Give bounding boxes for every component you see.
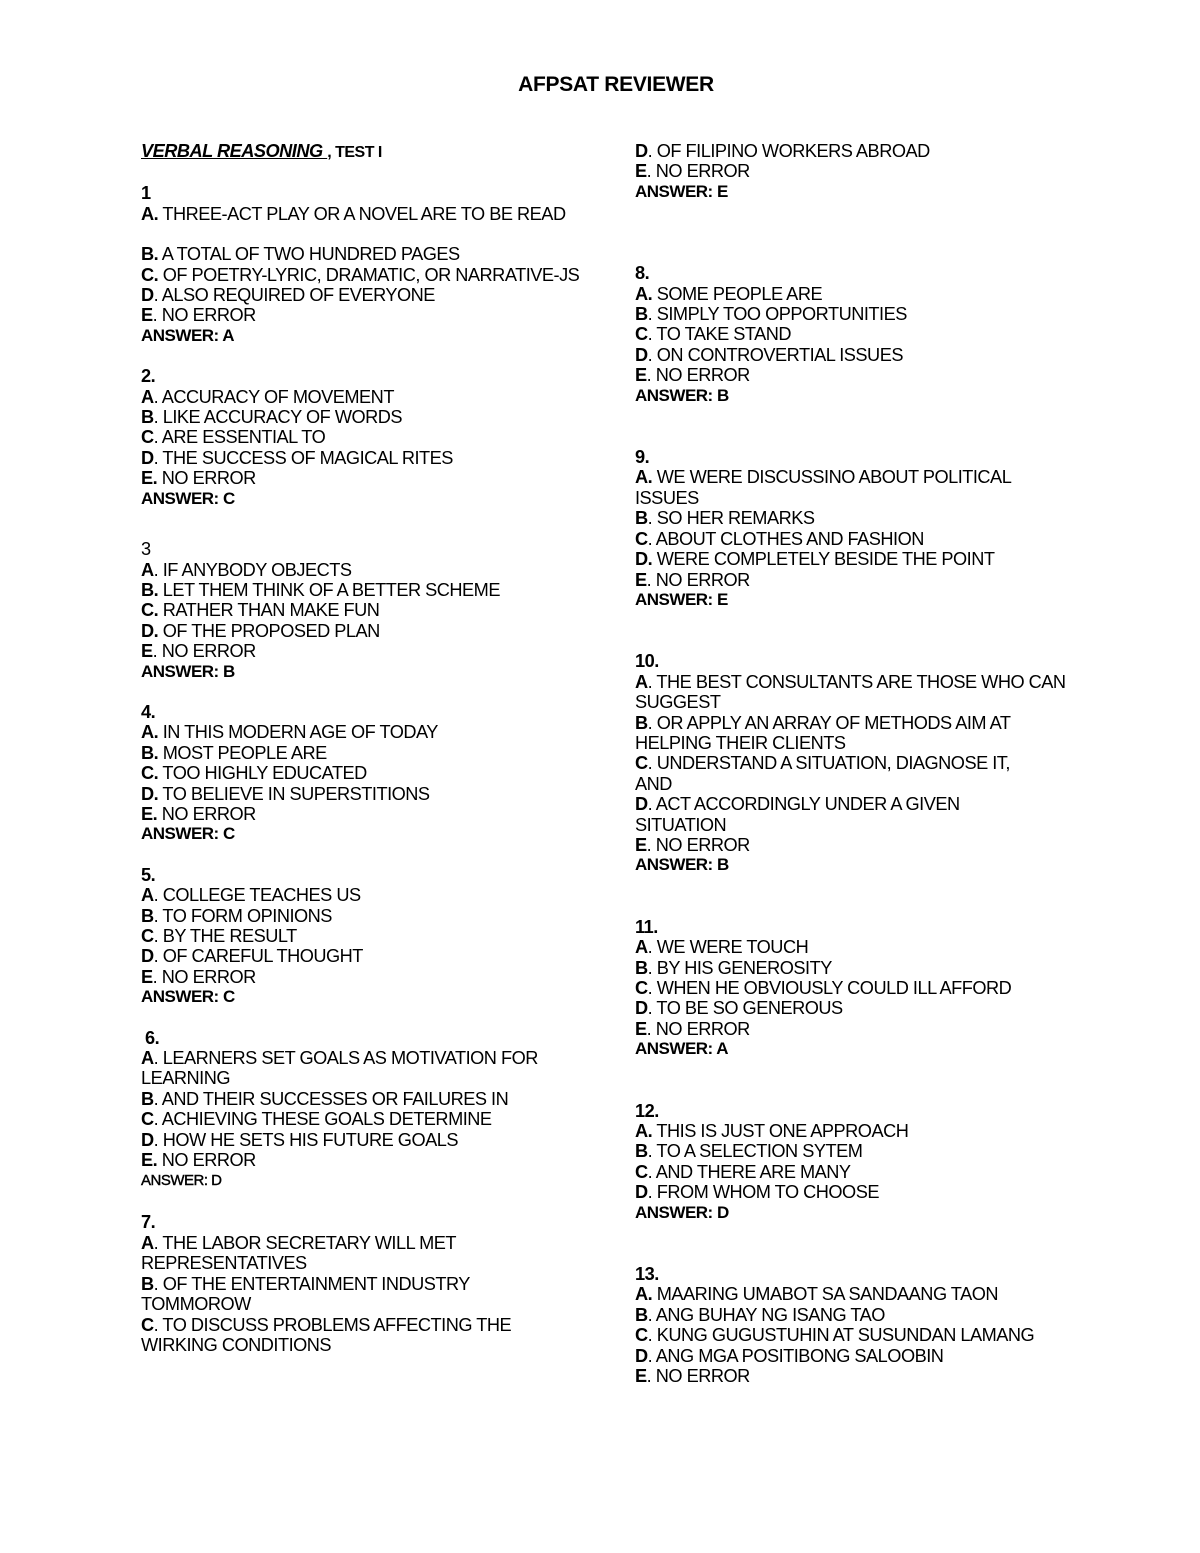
option-c: C. AND THERE ARE MANY: [635, 1161, 851, 1182]
question-8: [635, 263, 1075, 406]
option-d: D. OF CAREFUL THOUGHT: [141, 946, 363, 967]
option-e: E. NO ERROR: [141, 468, 256, 489]
option-a: A. LEARNERS SET GOALS AS MOTIVATION FOR LEARNING: [141, 1048, 538, 1089]
left-column: [141, 141, 581, 1375]
answer: ANSWER: B: [635, 385, 729, 405]
option-c: C. KUNG GUGUSTUHIN AT SUSUNDAN LAMANG: [635, 1325, 1035, 1346]
option-b: B. BY HIS GENEROSITY: [635, 957, 832, 978]
option-d: D. WERE COMPLETELY BESIDE THE POINT: [635, 549, 995, 570]
option-b: B. SO HER REMARKS: [635, 508, 815, 529]
question-number: 2.: [141, 366, 156, 387]
option-a: A. ACCURACY OF MOVEMENT: [141, 386, 394, 407]
option-e: E. NO ERROR: [635, 161, 750, 182]
option-a: A. THIS IS JUST ONE APPROACH: [635, 1121, 909, 1142]
option-b: B. ANG BUHAY NG ISANG TAO: [635, 1304, 885, 1325]
question-12: [635, 1101, 1075, 1223]
answer: ANSWER: A: [635, 1039, 729, 1059]
option-e: E. NO ERROR: [635, 569, 750, 590]
page-title: AFPSAT REVIEWER: [518, 73, 714, 96]
option-c: C. UNDERSTAND A SITUATION, DIAGNOSE IT, AND: [635, 753, 1010, 794]
option-c: C. WHEN HE OBVIOUSLY COULD ILL AFFORD: [635, 978, 1012, 998]
question-number: 11.: [635, 916, 658, 937]
option-b: B. LET THEM THINK OF A BETTER SCHEME: [141, 579, 500, 600]
option-d: D. ON CONTROVERTIAL ISSUES: [635, 344, 903, 365]
answer: ANSWER: C: [141, 824, 235, 844]
question-6: [141, 1028, 581, 1193]
option-d: D. OF FILIPINO WORKERS ABROAD: [635, 141, 930, 161]
option-c: C. TO TAKE STAND: [635, 324, 792, 345]
answer: ANSWER: E: [635, 181, 728, 201]
option-b: B. MOST PEOPLE ARE: [141, 742, 327, 763]
option-a: A. COLLEGE TEACHES US: [141, 885, 361, 906]
answer: ANSWER: A: [141, 325, 235, 345]
question-1: [141, 183, 581, 346]
option-a: A. IN THIS MODERN AGE OF TODAY: [141, 722, 438, 743]
option-a: A. SOME PEOPLE ARE: [635, 283, 823, 304]
question-7-continued: [635, 141, 1075, 202]
question-number: 9.: [635, 447, 650, 468]
option-a: A. MAARING UMABOT SA SANDAANG TAON: [635, 1284, 998, 1305]
option-e: E. NO ERROR: [635, 834, 750, 855]
option-a: A. THE LABOR SECRETARY WILL MET REPRESENTATIVES: [141, 1232, 456, 1274]
option-e: E. NO ERROR: [141, 966, 256, 987]
option-c: C. TOO HIGHLY EDUCATED: [141, 763, 367, 784]
option-b: B. SIMPLY TOO OPPORTUNITIES: [635, 304, 907, 325]
option-d: D. HOW HE SETS HIS FUTURE GOALS: [141, 1129, 458, 1150]
option-c: C. ABOUT CLOTHES AND FASHION: [635, 528, 924, 549]
question-number: 12.: [635, 1100, 659, 1121]
option-b: B. TO A SELECTION SYTEM: [635, 1141, 863, 1162]
answer: ANSWER: D: [635, 1202, 729, 1222]
option-c: C. BY THE RESULT: [141, 926, 297, 946]
answer: ANSWER: B: [635, 855, 729, 875]
option-b: B. A TOTAL OF TWO HUNDRED PAGES: [141, 244, 460, 265]
question-2: [141, 366, 581, 509]
option-c: C. ACHIEVING THESE GOALS DETERMINE: [141, 1109, 492, 1130]
question-3: [141, 539, 581, 682]
option-a: A. THE BEST CONSULTANTS ARE THOSE WHO CAN SUGGEST: [635, 671, 1066, 713]
option-d: D. THE SUCCESS OF MAGICAL RITES: [141, 447, 453, 468]
option-a: A. IF ANYBODY OBJECTS: [141, 559, 352, 580]
question-4: [141, 702, 581, 845]
option-b: B. OR APPLY AN ARRAY OF METHODS AIM AT HELPING THEIR CLIENTS: [635, 712, 1011, 753]
option-d: D. OF THE PROPOSED PLAN: [141, 620, 380, 641]
option-b: B. OF THE ENTERTAINMENT INDUSTRY TOMMOROW: [141, 1273, 470, 1315]
section-heading: VERBAL REASONING , TEST I: [141, 141, 382, 161]
question-7: [141, 1212, 581, 1355]
question-5: [141, 865, 581, 1008]
question-number: 7.: [141, 1212, 156, 1233]
question-number: 10.: [635, 651, 659, 672]
option-d: D. ACT ACCORDINGLY UNDER A GIVEN SITUATION: [635, 794, 960, 835]
option-e: E. NO ERROR: [141, 803, 256, 824]
option-e: E. NO ERROR: [635, 1366, 750, 1387]
option-e: E. NO ERROR: [141, 305, 256, 326]
option-d: D. TO BE SO GENEROUS: [635, 998, 843, 1019]
answer: ANSWER: C: [141, 488, 235, 508]
option-b: B. TO FORM OPINIONS: [141, 905, 332, 926]
question-number: 3: [141, 539, 151, 560]
answer: ANSWER: D: [141, 1172, 222, 1190]
option-d: D. ALSO REQUIRED OF EVERYONE: [141, 285, 435, 306]
option-c: C. ARE ESSENTIAL TO: [141, 427, 326, 448]
option-c: C. TO DISCUSS PROBLEMS AFFECTING THE WIRKING CONDITIONS: [141, 1314, 512, 1355]
question-number: 1: [141, 183, 151, 204]
question-9: [635, 447, 1075, 610]
right-column: [635, 141, 1075, 1407]
option-e: E. NO ERROR: [141, 641, 256, 662]
question-11: [635, 917, 1075, 1060]
option-a: A. WE WERE TOUCH: [635, 937, 809, 958]
answer: ANSWER: B: [141, 661, 235, 681]
answer: ANSWER: C: [141, 987, 235, 1007]
question-10: [635, 651, 1075, 875]
option-c: C. OF POETRY-LYRIC, DRAMATIC, OR NARRATIVE-JS: [141, 264, 580, 285]
option-d: D. FROM WHOM TO CHOOSE: [635, 1182, 879, 1203]
option-c: C. RATHER THAN MAKE FUN: [141, 600, 380, 621]
question-number: 5.: [141, 864, 156, 885]
question-13: [635, 1264, 1075, 1386]
question-number: 4.: [141, 701, 156, 722]
question-number: 13.: [635, 1264, 659, 1285]
option-e: E. NO ERROR: [141, 1150, 256, 1171]
option-a: A. THREE-ACT PLAY OR A NOVEL ARE TO BE READ: [141, 203, 566, 224]
option-a: A. WE WERE DISCUSSINO ABOUT POLITICAL ISSUES: [635, 467, 1011, 508]
option-e: E. NO ERROR: [635, 1018, 750, 1039]
option-d: D. TO BELIEVE IN SUPERSTITIONS: [141, 783, 430, 804]
question-number: 8.: [635, 263, 650, 284]
option-b: B. LIKE ACCURACY OF WORDS: [141, 407, 403, 428]
answer: ANSWER: E: [635, 589, 728, 609]
option-b: B. AND THEIR SUCCESSES OR FAILURES IN: [141, 1088, 509, 1109]
option-e: E. NO ERROR: [635, 365, 750, 386]
option-d: D. ANG MGA POSITIBONG SALOOBIN: [635, 1345, 944, 1366]
question-number: 6.: [145, 1027, 160, 1048]
